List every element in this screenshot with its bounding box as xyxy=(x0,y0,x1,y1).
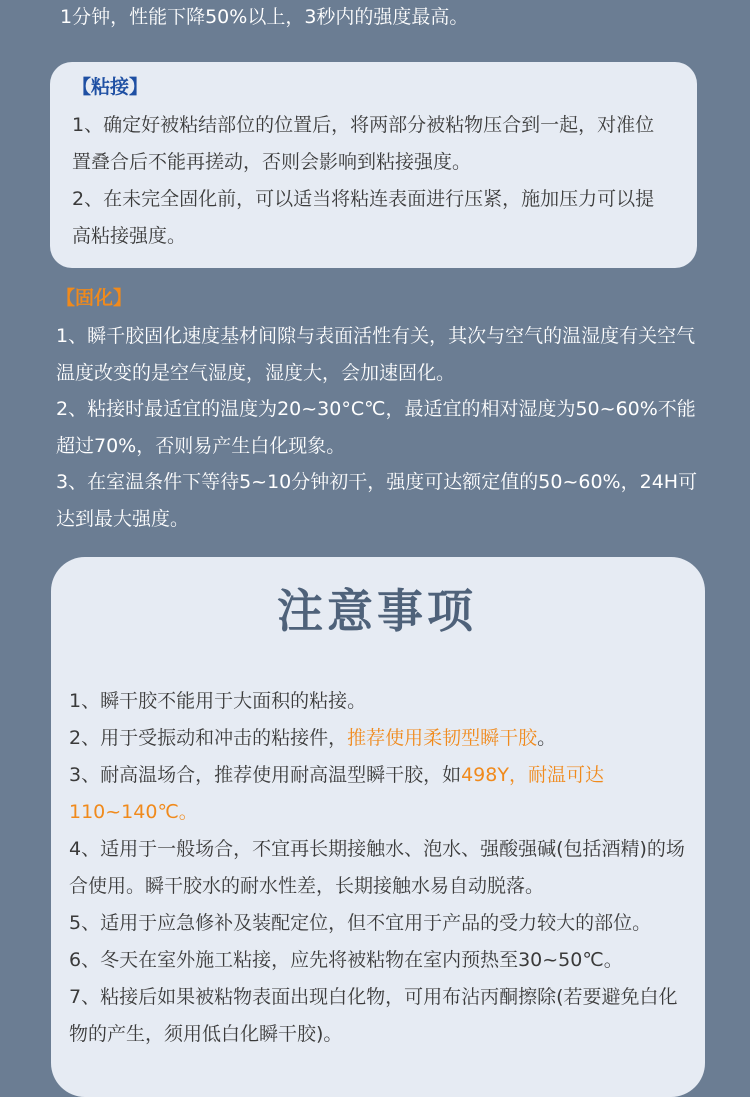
bonding-heading: 【粘接】 xyxy=(72,76,149,98)
curing-item-2: 2、粘接时最适宜的温度为20~30°C℃，最适宜的相对湿度为50~60%不能超过70%，否则易产生白化现象。 xyxy=(56,398,696,457)
notes-card xyxy=(51,557,705,1097)
bonding-item-1: 1、确定好被粘结部位的位置后，将两部分被粘物压合到一起，对准位置叠合后不能再搓动，否则会影响到粘接强度。 xyxy=(72,114,655,173)
notes-title: 注意事项 xyxy=(277,584,477,638)
bonding-card xyxy=(50,62,697,268)
notes-item-4: 4、适用于一般场合，不宜再长期接触水、泡水、强酸强碱(包括酒精)的场合使用。瞬干胶水的耐水性差，长期接触水易自动脱落。 xyxy=(69,838,685,897)
notes-item-3 xyxy=(69,757,685,831)
notes-item-2 xyxy=(69,720,685,757)
notes-item-2-highlight: 推荐使用柔韧型瞬干胶 xyxy=(347,727,538,749)
intro-tail-text: 1分钟，性能下降50%以上，3秒内的强度最高。 xyxy=(60,6,469,28)
notes-item-2-end: 。 xyxy=(537,727,557,749)
curing-heading: 【固化】 xyxy=(56,287,133,309)
notes-item-6: 6、冬天在室外施工粘接，应先将被粘物在室内预热至30~50℃。 xyxy=(69,949,623,971)
notes-item-3-highlight: 498Y，耐温可达110~140℃。 xyxy=(69,764,604,823)
curing-item-1: 1、瞬千胶固化速度基材间隙与表面活性有关，其次与空气的温湿度有关空气温度改变的是空气湿度，湿度大，会加速固化。 xyxy=(56,325,696,384)
notes-item-1: 1、瞬干胶不能用于大面积的粘接。 xyxy=(69,690,367,712)
notes-item-2-text: 2、用于受振动和冲击的粘接件， xyxy=(69,727,348,749)
notes-item-5: 5、适用于应急修补及装配定位，但不宜用于产品的受力较大的部位。 xyxy=(69,912,652,934)
bonding-item-2: 2、在未完全固化前，可以适当将粘连表面进行压紧，施加压力可以提高粘接强度。 xyxy=(72,188,655,247)
curing-section xyxy=(56,285,706,537)
notes-item-3-text: 3、耐高温场合，推荐使用耐高温型瞬干胶，如 xyxy=(69,764,462,786)
notes-item-7: 7、粘接后如果被粘物表面出现白化物，可用布沾丙酮擦除(若要避免白化物的产生，须用低白化瞬干胶)。 xyxy=(69,986,678,1045)
curing-item-3: 3、在室温条件下等待5~10分钟初干，强度可达额定值的50~60%，24H可达到最大强度。 xyxy=(56,471,698,530)
